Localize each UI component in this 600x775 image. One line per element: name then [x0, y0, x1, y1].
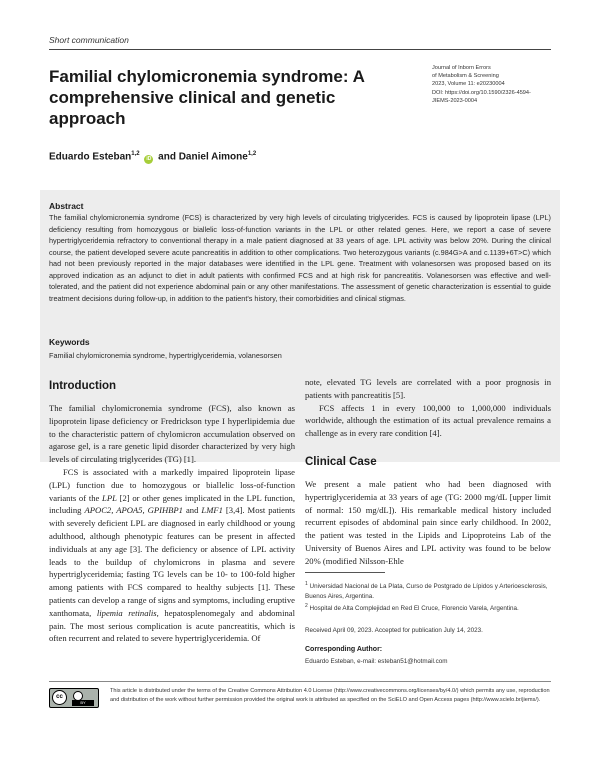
abstract-text: The familial chylomicronemia syndrome (FCS) is characterized by very high levels of circulating triglycerides. FCS is caused by lipoprotein lipase (LPL) deficiency resulting from homozygous or biallelic loss-of-function variants in the LPL or other related genes. Here, we report a case of severe hypertriglyceridemia refractory to conventional therapy in a male patient diagnosed at 33 years of age. LPL activity was below 20%. During the clinical course, the patient developed severe acute pancreatitis in addition to other complications. Two heterozygous variants (c.984G>A and c.1139+6T>C) which had not been previously reported in the major databases were identified in the LPL gene. Treatment with volanesorsen was proposed based on its approved indication as an adjunct to diet in adult patients with confirmed FCS and at high risk for pancreatitis. Volanesorsen was effective and well-tolerated, and the patient did not experience abdominal pain or any other manifestations. The assessment of genetic characterization is essential to guide treatment decisions during follow-up, in addition to the patient's history, their comorbidities and clinical stigmas. — [49, 213, 551, 303]
corresponding-heading: Corresponding Author: — [305, 646, 383, 653]
author-first-affil: 1,2 — [131, 151, 140, 157]
intro-paragraph-1: The familial chylomicronemia syndrome (FCS), also known as lipoprotein lipase deficiency or Fredrickson type I hyperlipidemia due to the characteristic pattern of chylomicron accumulation observed on agarose gel, is a rare genetic lipid disorder characterized by very high levels of circulating triglycerides (TG) [1]. — [49, 403, 295, 465]
top-divider — [49, 49, 551, 50]
journal-line: Journal of Inborn Errors — [432, 65, 491, 71]
cc-license-badge-icon[interactable] — [49, 688, 99, 708]
intro-paragraph-3: FCS affects 1 in every 100,000 to 1,000,000 individuals worldwide, although the estimation of its actual prevalence remains a challenge as in every rare condition [4]. — [305, 402, 551, 439]
affiliation-1: $^1$ Universidad Nacional de La Plata, Curso de Postgrado de Lípidos y Arterioesclerosis, Buenos Aires, Argentina. — [305, 581, 548, 600]
left-column — [49, 376, 295, 645]
intro-paragraph-2: FCS is associated with a markedly impaired lipoprotein lipase (LPL) function due to homozygous or biallelic loss-of-function variants of the LPL [2] or other genes implicated in the LPL function, including APOC2, APOA5, GPIHBP1 and LMF1 [3,4]. Most patients with severely deficient LPL are diagnosed in early childhood or young adulthood, although phenotypic features can be present in affected individuals at any age [3]. The deficiency or absence of LPL activity leads to the buildup of chylomicrons in plasma and severe hypertriglyceridemia; fasting TG levels can be 10- to 100-fold higher among patients with FCS compared to healthy subjects [1]. These patients can develop a range of signs and symptoms, including eruptive xanthomata, lipemia retinalis, hepatosplenomegaly and abdominal pain. The most serious complication is acute pancreatitis, which is often recurrent and related to severe hypertriglyceridemia. Of — [49, 466, 295, 644]
affiliation-divider — [305, 572, 385, 573]
by-label: BY — [72, 700, 94, 706]
clinical-case-heading: Clinical Case — [305, 455, 377, 468]
journal-line: 2023, Volume 11: e20230004 — [432, 81, 505, 88]
author-first: Eduardo Esteban — [49, 151, 132, 163]
right-column — [305, 376, 551, 568]
author-second-affil: 1,2 — [247, 151, 257, 157]
section-label: Short communication — [49, 35, 129, 45]
received-dates: Received April 09, 2023. Accepted for publication July 14, 2023. — [305, 627, 483, 634]
journal-doi[interactable]: DOI: https://doi.org/10.1590/2326-4594- — [432, 89, 531, 96]
introduction-heading: Introduction — [49, 380, 117, 392]
abstract-heading: Abstract — [49, 201, 84, 211]
keywords-text: Familial chylomicronemia syndrome, hypertriglyceridemia, volanesorsen — [49, 351, 282, 360]
footer-divider — [49, 681, 551, 682]
intro-continued: note, elevated TG levels are correlated with a poor prognosis in patients with pancreatitis [5]. — [305, 377, 551, 400]
case-paragraph-1: We present a male patient who had been diagnosed with hypertriglyceridemia at 33 years of age (TG: 2000 mg/dL [upper limit of normal: 150 mg/dL]). His remarkable medical history included recurrent episodes of abdominal pain since early childhood. In 2002, the patient was tested in the Lipids and Lipoproteins Lab of the University of Buenos Aires and LPL activity was found to be below 20% (modified Nilsson-Ehle — [305, 478, 551, 566]
authors — [49, 151, 256, 164]
author-second: and Daniel Aimone — [158, 151, 248, 163]
corresponding-contact[interactable]: Eduardo Esteban, e-mail: esteban51@hotmail.com — [305, 658, 448, 665]
journal-info — [432, 64, 557, 105]
journal-doi-cont[interactable]: JIEMS-2023-0004 — [432, 97, 478, 104]
license-text: This article is distributed under the terms of the Creative Commons Attribution 4.0 License (http://www.creativecommons.org/licenses/by/4.0/) which permits any use, reproduction and distribution of the work without further permission provided the original work is attributed as specified on the SciELO and Open Access pages (http://www.scielo.br/jiems/). — [110, 688, 550, 703]
paper-title: Familial chylomicronemia syndrome: A comprehensive clinical and genetic approach — [49, 67, 365, 128]
keywords-heading: Keywords — [49, 337, 90, 347]
cc-icon: cc — [52, 690, 67, 705]
affiliation-2: $^2$ Hospital de Alta Complejidad en Red El Cruce, Florencio Varela, Argentina. — [305, 603, 519, 613]
orcid-icon[interactable]: iD — [146, 156, 152, 163]
journal-line: of Metabolism & Screening — [432, 73, 499, 80]
